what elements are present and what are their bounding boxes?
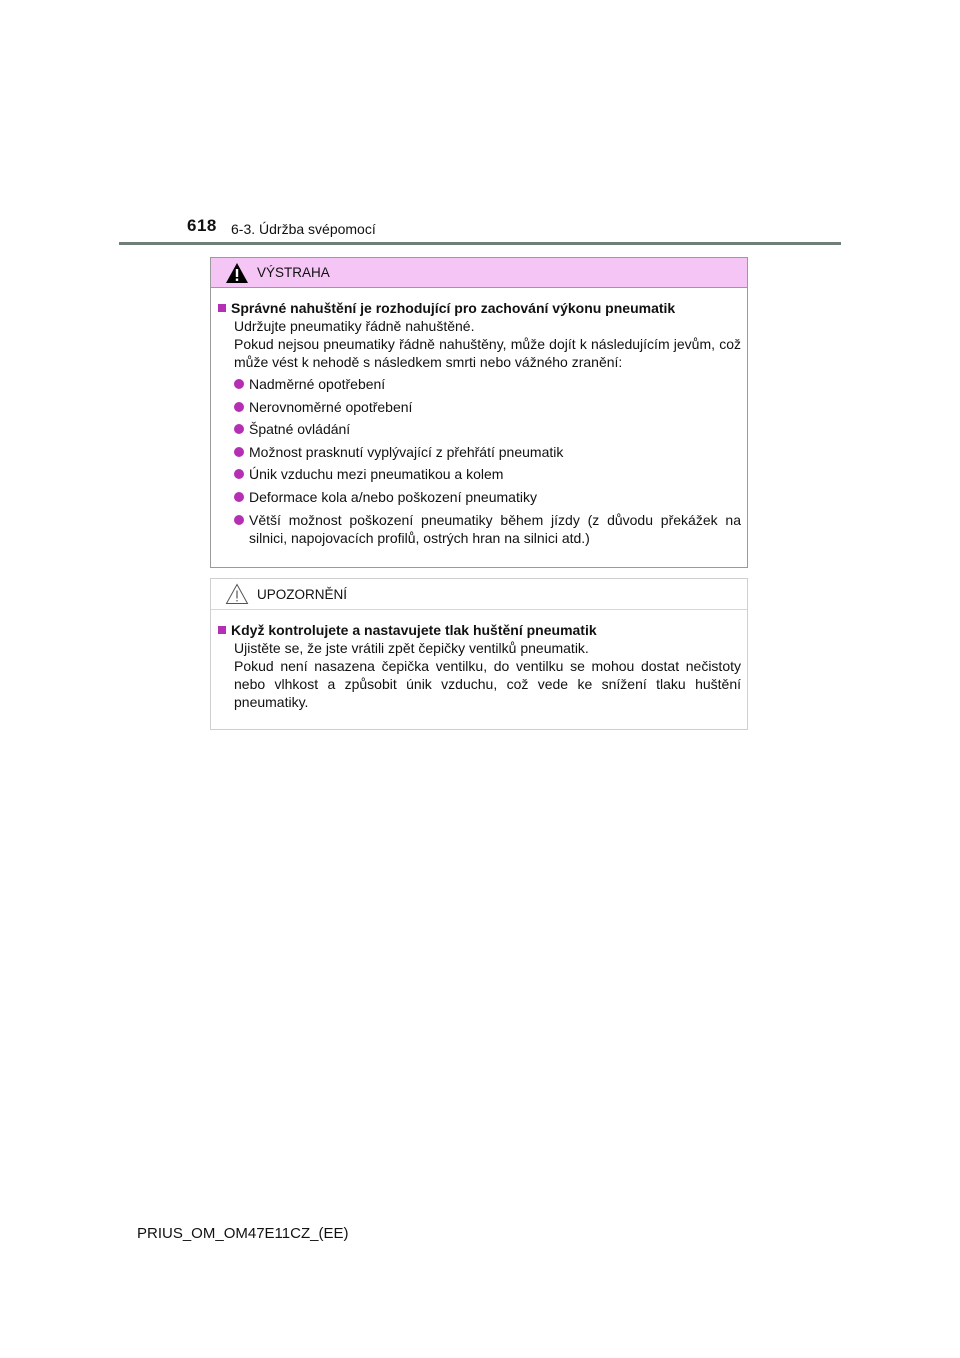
caution-label: UPOZORNĚNÍ — [257, 586, 348, 602]
square-bullet-icon — [218, 626, 226, 634]
caution-paragraph: Pokud není nasazena čepička ventilku, do ventilku se mohou dostat nečistoty nebo vlhkost a způsobit únik vzduchu, což vede ke snížení tlaku huštění pneumatiky. — [234, 658, 741, 710]
caution-box — [210, 578, 748, 730]
warning-box-body — [211, 288, 747, 547]
bullet-dot-icon — [234, 424, 244, 434]
warning-box — [210, 257, 748, 568]
document-code: PRIUS_OM_OM47E11CZ_(EE) — [137, 1225, 349, 1242]
list-item: Nadměrné opotřebení — [234, 375, 741, 393]
list-item: Možnost prasknutí vyplývající z přehřátí pneumatik — [234, 443, 741, 461]
warning-label: VÝSTRAHA — [257, 265, 330, 280]
list-item: Deformace kola a/nebo poškození pneumatiky — [234, 488, 741, 506]
list-item: Únik vzduchu mezi pneumatikou a kolem — [234, 465, 741, 483]
bullet-dot-icon — [234, 492, 244, 502]
header-rule — [119, 242, 841, 245]
list-item: Nerovnoměrné opotřebení — [234, 398, 741, 416]
caution-subheading-text: Když kontrolujete a nastavujete tlak huštění pneumatik — [231, 622, 597, 638]
caution-subheading — [218, 621, 741, 639]
list-item: Větší možnost poškození pneumatiky během jízdy (z důvodu překážek na silnici, napojovacích profilů, ostrých hran na silnici atd.) — [234, 511, 741, 547]
section-title: 6-3. Údržba svépomocí — [231, 221, 376, 237]
bullet-dot-icon — [234, 469, 244, 479]
warning-bullet-list — [218, 375, 741, 547]
caution-box-body — [211, 610, 747, 711]
warning-triangle-filled-icon — [225, 262, 249, 284]
warning-triangle-outline-icon — [225, 583, 249, 605]
page-number: 618 — [187, 216, 217, 235]
caution-paragraph: Ujistěte se, že jste vrátili zpět čepičky ventilků pneumatik. — [234, 640, 589, 656]
caution-box-header — [211, 579, 747, 610]
warning-paragraph: Pokud nejsou pneumatiky řádně nahuštěny, může dojít k následujícím jevům, což může vést k nehodě s následkem smrti nebo vážného zranění: — [234, 336, 741, 370]
square-bullet-icon — [218, 304, 226, 312]
warning-paragraph: Udržujte pneumatiky řádně nahuštěné. — [234, 318, 475, 334]
list-item: Špatné ovládání — [234, 420, 741, 438]
warning-subheading-text: Správné nahuštění je rozhodující pro zachování výkonu pneumatik — [231, 300, 676, 316]
bullet-dot-icon — [234, 515, 244, 525]
bullet-dot-icon — [234, 379, 244, 389]
warning-box-header — [211, 258, 747, 288]
warning-subheading — [218, 299, 741, 317]
bullet-dot-icon — [234, 447, 244, 457]
bullet-dot-icon — [234, 402, 244, 412]
